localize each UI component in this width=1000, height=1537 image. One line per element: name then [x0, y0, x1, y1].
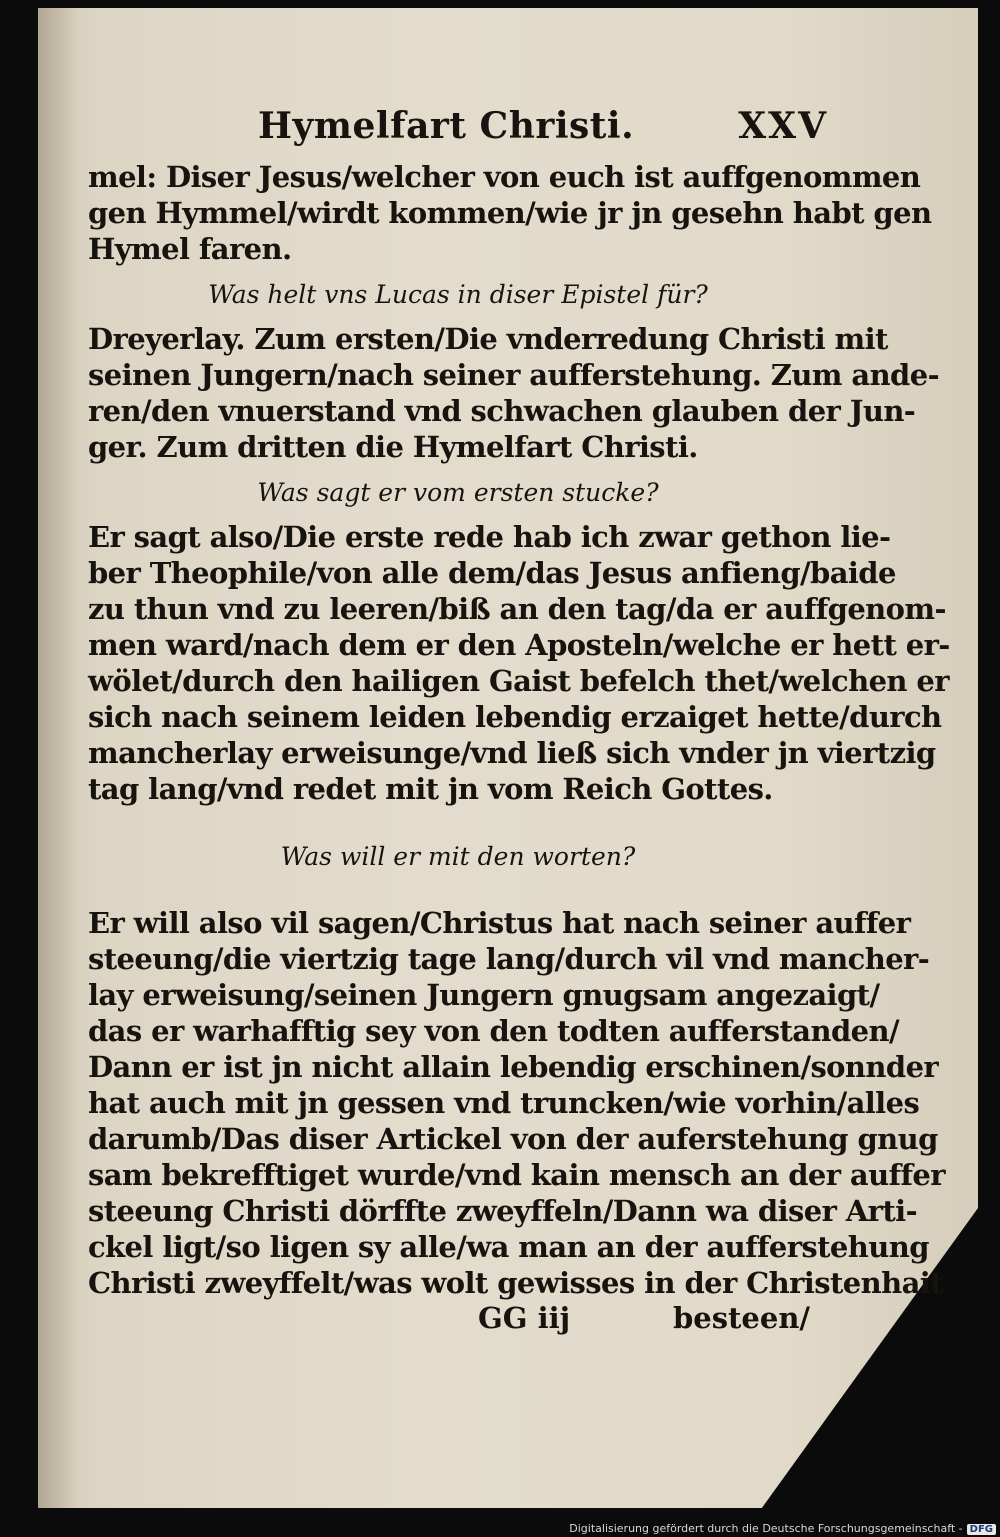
text-line: ber Theophile/von alle dem/das Jesus anfieng/baide: [88, 556, 896, 590]
spacer: [88, 883, 828, 905]
text-line: steeung/die viertzig tage lang/durch vil vnd mancher-: [88, 942, 930, 976]
paragraph: [88, 519, 950, 807]
credit-text: Digitalisierung gefördert durch die Deutsche Forschungsgemeinschaft -: [569, 1522, 963, 1535]
paragraph: [88, 321, 940, 465]
text-line: sich nach seinem leiden lebendig erzaiget hette/durch: [88, 700, 942, 734]
text-line: ger. Zum dritten die Hymelfart Christi.: [88, 430, 698, 464]
question-heading: Was will er mit den worten?: [280, 842, 636, 871]
text-line: men ward/nach dem er den Aposteln/welche er hett er-: [88, 628, 950, 662]
question-heading: Was sagt er vom ersten stucke?: [257, 478, 659, 507]
text-line: Dreyerlay. Zum ersten/Die vnderredung Christi mit: [88, 322, 888, 356]
page-text-block: [88, 105, 950, 1339]
text-line: Hymel faren.: [88, 232, 292, 266]
text-line: mel: Diser Jesus/welcher von euch ist auffgenommen: [88, 160, 921, 194]
catchword: besteen/: [672, 1301, 810, 1335]
paragraph: [88, 905, 945, 1301]
text-line: gen Hymmel/wirdt kommen/wie jr jn gesehn habt gen: [88, 196, 932, 230]
text-line: Dann er ist jn nicht allain lebendig erschinen/sonnder: [88, 1050, 939, 1084]
text-line: das er warhafftig sey von den todten aufferstanden/: [88, 1014, 899, 1048]
text-line: mancherlay erweisunge/vnd ließ sich vnder jn viertzig: [88, 736, 936, 770]
running-head: [88, 105, 828, 159]
text-line: seinen Jungern/nach seiner aufferstehung. Zum ande-: [88, 358, 940, 392]
text-line: zu thun vnd zu leeren/biß an den tag/da er auffgenom-: [88, 592, 946, 626]
text-line: darumb/Das diser Artickel von der auferstehung gnug: [88, 1122, 938, 1156]
text-line: ckel ligt/so ligen sy alle/wa man an der aufferstehung: [88, 1230, 929, 1264]
digitization-credit: [569, 1522, 996, 1535]
signature-mark: GG iij: [478, 1301, 571, 1335]
text-line: sam bekrefftiget wurde/vnd kain mensch an der auffer: [88, 1158, 945, 1192]
text-line: lay erweisung/seinen Jungern gnugsam angezaigt/: [88, 978, 880, 1012]
page-footer: [88, 1301, 828, 1339]
text-line: Er will also vil sagen/Christus hat nach seiner auffer: [88, 906, 911, 940]
running-head-title: Hymelfart Christi.: [258, 105, 635, 147]
text-line: Christi zweyffelt/was wolt gewisses in der Christenhait: [88, 1266, 943, 1300]
gutter-shadow: [38, 8, 78, 1508]
question-heading: Was helt vns Lucas in diser Epistel für?: [208, 280, 708, 309]
folio-number: XXV: [738, 105, 828, 147]
text-line: tag lang/vnd redet mit jn vom Reich Gottes.: [88, 772, 773, 806]
text-line: ren/den vnuerstand vnd schwachen glauben der Jun-: [88, 394, 916, 428]
dfg-logo: DFG: [967, 1524, 996, 1535]
text-line: hat auch mit jn gessen vnd truncken/wie vorhin/alles: [88, 1086, 920, 1120]
paragraph: [88, 159, 932, 267]
spacer: [88, 807, 828, 829]
text-line: wölet/durch den hailigen Gaist befelch thet/welchen er: [88, 664, 949, 698]
text-line: steeung Christi dörffte zweyffeln/Dann wa diser Arti-: [88, 1194, 918, 1228]
text-line: Er sagt also/Die erste rede hab ich zwar gethon lie-: [88, 520, 891, 554]
